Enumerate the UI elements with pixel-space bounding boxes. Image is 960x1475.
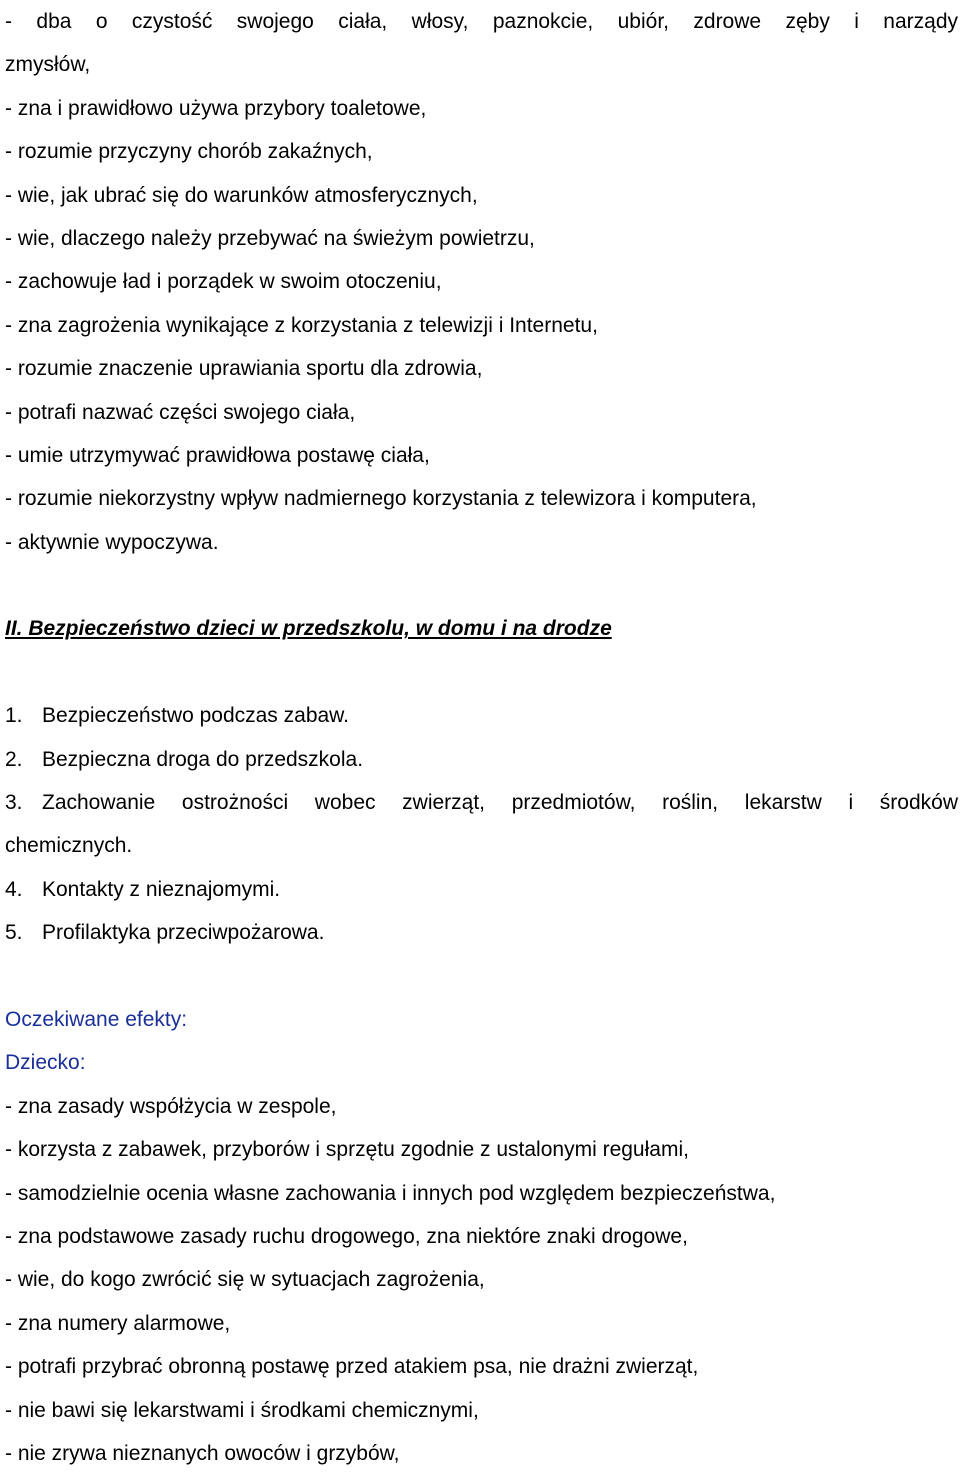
topic-number: 1. — [5, 704, 23, 728]
topic-text: Zachowanie ostrożności wobec zwierząt, przedmiotów, roślin, lekarstw i środków — [42, 791, 958, 815]
topic-item — [5, 781, 960, 824]
list-item: - zna zagrożenia wynikające z korzystania z telewizji i Internetu, — [5, 313, 598, 337]
list-item: - zachowuje ład i porządek w swoim otoczeniu, — [5, 270, 442, 294]
list-item: - aktywnie wypoczywa. — [5, 530, 219, 554]
topic-item — [5, 738, 960, 781]
topic-item — [5, 911, 960, 954]
document-page — [5, 0, 960, 1475]
effects-label: Oczekiwane efekty: — [5, 1007, 188, 1031]
topic-item — [5, 694, 960, 737]
effect-item: - zna numery alarmowe, — [5, 1311, 231, 1335]
topic-number: 2. — [5, 747, 23, 771]
list-item: - rozumie niekorzystny wpływ nadmiernego korzystania z telewizora i komputera, — [5, 487, 757, 511]
list-item: - rozumie przyczyny chorób zakaźnych, — [5, 140, 373, 164]
topic-number: 5. — [5, 921, 23, 945]
topic-text: chemicznych. — [5, 834, 133, 858]
list-item: - zna i prawidłowo używa przybory toaletowe, — [5, 96, 427, 120]
effect-item: - korzysta z zabawek, przyborów i sprzętu zgodnie z ustalonymi regułami, — [5, 1138, 689, 1162]
list-item: - potrafi nazwać części swojego ciała, — [5, 400, 356, 424]
spacer — [5, 955, 960, 998]
effect-item: - wie, do kogo zwrócić się w sytuacjach zagrożenia, — [5, 1268, 485, 1292]
list-item: - dba o czystość swojego ciała, włosy, paznokcie, ubiór, zdrowe zęby i narządy — [5, 10, 958, 33]
section-heading: II. Bezpieczeństwo dzieci w przedszkolu, w domu i na drodze — [5, 617, 612, 641]
list-item: - wie, dlaczego należy przebywać na świeżym powietrzu, — [5, 226, 535, 250]
topic-number: 4. — [5, 877, 23, 901]
topic-text: Bezpieczna droga do przedszkola. — [42, 747, 364, 771]
effect-item: - zna podstawowe zasady ruchu drogowego, zna niektóre znaki drogowe, — [5, 1224, 688, 1248]
topic-text: Kontakty z nieznajomymi. — [42, 877, 281, 901]
spacer — [5, 651, 960, 694]
list-item: - rozumie znaczenie uprawiania sportu dla zdrowia, — [5, 357, 483, 381]
effects-list — [5, 1085, 960, 1475]
effect-item: - potrafi przybrać obronną postawę przed atakiem psa, nie drażni zwierząt, — [5, 1355, 699, 1379]
child-label: Dziecko: — [5, 1051, 86, 1075]
effect-item: - nie zrywa nieznanych owoców i grzybów, — [5, 1441, 400, 1465]
list-item: - wie, jak ubrać się do warunków atmosferycznych, — [5, 183, 478, 207]
topic-item — [5, 868, 960, 911]
list-item: zmysłów, — [5, 53, 91, 77]
topic-text: Bezpieczeństwo podczas zabaw. — [42, 704, 350, 728]
effect-item: - samodzielnie ocenia własne zachowania i innych pod względem bezpieczeństwa, — [5, 1181, 776, 1205]
spacer — [5, 564, 960, 607]
intro-list — [5, 0, 960, 564]
topic-item-continuation — [5, 824, 960, 867]
topic-number: 3. — [5, 791, 23, 815]
effect-item: - zna zasady współżycia w zespole, — [5, 1094, 337, 1118]
topic-text: Profilaktyka przeciwpożarowa. — [42, 921, 325, 945]
topic-list — [5, 694, 960, 954]
effect-item: - nie bawi się lekarstwami i środkami chemicznymi, — [5, 1398, 479, 1422]
list-item: - umie utrzymywać prawidłowa postawę ciała, — [5, 443, 430, 467]
